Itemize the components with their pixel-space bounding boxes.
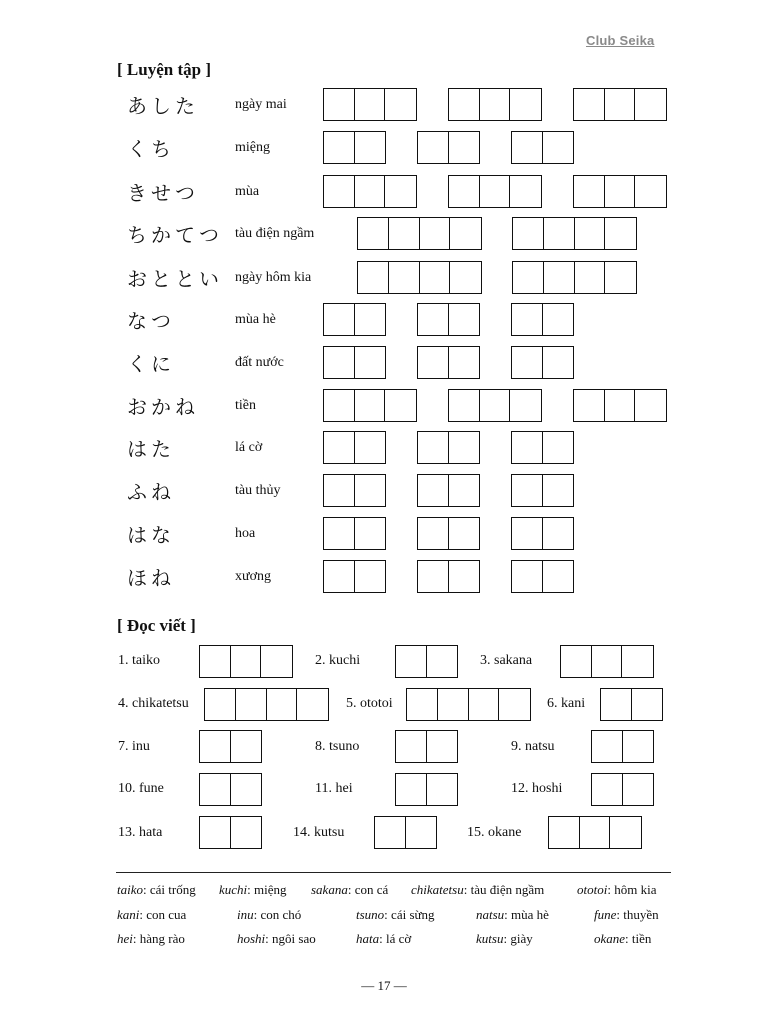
reading-box[interactable] — [199, 730, 262, 763]
practice-heading: [ Luyện tập ] — [117, 60, 211, 79]
writing-box[interactable] — [323, 517, 386, 550]
writing-cell[interactable] — [418, 475, 449, 506]
writing-box[interactable] — [323, 474, 386, 507]
writing-cell[interactable] — [355, 132, 385, 163]
glossary-entry — [594, 907, 659, 923]
glossary-definition: con chó — [260, 907, 302, 922]
writing-cell[interactable] — [510, 176, 541, 207]
writing-cell[interactable] — [580, 817, 611, 848]
glossary-definition: thuyền — [623, 907, 659, 922]
glossary-separator: : — [139, 907, 147, 922]
writing-cell[interactable] — [324, 132, 355, 163]
writing-cell[interactable] — [512, 432, 543, 463]
reading-label: 5. ototoi — [346, 696, 393, 711]
writing-cell[interactable] — [200, 817, 231, 848]
glossary-separator: : — [384, 907, 392, 922]
writing-box[interactable] — [323, 88, 417, 121]
practice-kana: ふね — [127, 480, 175, 504]
writing-cell[interactable] — [623, 731, 653, 762]
writing-cell[interactable] — [449, 304, 479, 335]
writing-cell[interactable] — [450, 218, 481, 249]
writing-cell[interactable] — [449, 518, 479, 549]
writing-cell[interactable] — [418, 561, 449, 592]
writing-cell[interactable] — [200, 646, 231, 677]
glossary-separator: : — [607, 882, 615, 897]
practice-meaning: lá cờ — [235, 440, 263, 455]
practice-meaning: tiền — [235, 398, 256, 413]
glossary-separator: : — [265, 931, 273, 946]
writing-box[interactable] — [511, 474, 574, 507]
writing-cell[interactable] — [510, 89, 541, 120]
reading-label: 2. kuchi — [315, 653, 361, 668]
writing-cell[interactable] — [355, 518, 385, 549]
brand-logo: Club Seika — [586, 33, 655, 48]
writing-box[interactable] — [323, 346, 386, 379]
writing-cell[interactable] — [236, 689, 267, 720]
practice-meaning: mùa hè — [235, 312, 276, 327]
writing-cell[interactable] — [512, 561, 543, 592]
glossary-separator: : — [143, 882, 150, 897]
writing-cell[interactable] — [324, 89, 355, 120]
writing-cell[interactable] — [355, 304, 385, 335]
glossary-entry — [219, 882, 287, 898]
writing-cell[interactable] — [605, 262, 636, 293]
glossary-entry — [577, 882, 656, 898]
writing-cell[interactable] — [574, 89, 605, 120]
glossary-entry — [117, 931, 185, 947]
writing-cell[interactable] — [396, 646, 427, 677]
writing-cell[interactable] — [355, 561, 385, 592]
glossary-separator: : — [504, 907, 512, 922]
reading-box[interactable] — [199, 773, 262, 806]
writing-cell[interactable] — [231, 774, 261, 805]
writing-cell[interactable] — [512, 475, 543, 506]
reading-label: 11. hei — [315, 781, 353, 796]
reading-box[interactable] — [199, 645, 293, 678]
glossary-definition: cái sừng — [391, 907, 435, 922]
reading-label: 12. hoshi — [511, 781, 563, 796]
glossary-entry — [476, 931, 533, 947]
glossary-entry — [411, 882, 544, 898]
writing-cell[interactable] — [601, 689, 632, 720]
reading-box[interactable] — [199, 816, 262, 849]
writing-cell[interactable] — [438, 689, 469, 720]
writing-cell[interactable] — [355, 347, 385, 378]
reading-label: 10. fune — [118, 781, 164, 796]
writing-box[interactable] — [417, 560, 480, 593]
reading-box[interactable] — [591, 730, 654, 763]
glossary-term: hata — [356, 931, 380, 946]
practice-meaning: ngày mai — [235, 97, 287, 112]
practice-meaning: hoa — [235, 526, 256, 541]
practice-kana: くち — [127, 137, 175, 161]
writing-cell[interactable] — [543, 518, 573, 549]
writing-cell[interactable] — [418, 347, 449, 378]
writing-cell[interactable] — [355, 89, 386, 120]
writing-box[interactable] — [323, 389, 417, 422]
writing-box[interactable] — [357, 261, 482, 294]
practice-meaning: ngày hôm kia — [235, 270, 312, 285]
glossary-term: ototoi — [577, 882, 608, 897]
writing-cell[interactable] — [543, 475, 573, 506]
writing-cell[interactable] — [205, 689, 236, 720]
writing-cell[interactable] — [297, 689, 328, 720]
writing-cell[interactable] — [324, 518, 355, 549]
writing-cell[interactable] — [324, 176, 355, 207]
glossary-entry — [476, 907, 549, 923]
writing-cell[interactable] — [418, 432, 449, 463]
writing-box[interactable] — [323, 303, 386, 336]
glossary-term: kani — [117, 907, 140, 922]
writing-box[interactable] — [511, 431, 574, 464]
writing-cell[interactable] — [543, 432, 573, 463]
writing-cell[interactable] — [480, 89, 511, 120]
glossary-term: sakana — [311, 882, 348, 897]
writing-cell[interactable] — [427, 774, 457, 805]
glossary-definition: con cua — [146, 907, 187, 922]
glossary-term: hei — [117, 931, 133, 946]
glossary-term: kuchi — [219, 882, 248, 897]
glossary-term: chikatetsu — [411, 882, 464, 897]
practice-kana: あした — [127, 94, 199, 118]
glossary-definition: tàu điện ngầm — [470, 882, 545, 897]
glossary-entry — [117, 882, 196, 898]
writing-cell[interactable] — [324, 347, 355, 378]
writing-cell[interactable] — [231, 817, 261, 848]
writing-cell[interactable] — [543, 132, 573, 163]
writing-cell[interactable] — [324, 561, 355, 592]
writing-cell[interactable] — [544, 218, 575, 249]
writing-cell[interactable] — [406, 817, 436, 848]
reading-label: 7. inu — [118, 739, 150, 754]
writing-cell[interactable] — [385, 176, 416, 207]
writing-cell[interactable] — [469, 689, 500, 720]
writing-cell[interactable] — [543, 561, 573, 592]
reading-box[interactable] — [560, 645, 654, 678]
reading-label: 9. natsu — [511, 739, 555, 754]
writing-cell[interactable] — [396, 731, 427, 762]
glossary-separator: : — [625, 931, 632, 946]
practice-kana: おととい — [127, 267, 223, 291]
writing-box[interactable] — [357, 217, 482, 250]
writing-cell[interactable] — [449, 432, 479, 463]
writing-cell[interactable] — [543, 347, 573, 378]
writing-box[interactable] — [417, 131, 480, 164]
writing-cell[interactable] — [261, 646, 292, 677]
writing-cell[interactable] — [510, 390, 541, 421]
writing-cell[interactable] — [575, 218, 606, 249]
reading-label: 3. sakana — [480, 653, 533, 668]
writing-cell[interactable] — [449, 475, 479, 506]
writing-cell[interactable] — [605, 218, 636, 249]
writing-box[interactable] — [512, 261, 637, 294]
reading-box[interactable] — [395, 645, 458, 678]
glossary-definition: hôm kia — [614, 882, 657, 897]
writing-cell[interactable] — [592, 646, 623, 677]
writing-box[interactable] — [511, 346, 574, 379]
glossary-entry — [311, 882, 388, 898]
writing-box[interactable] — [323, 175, 417, 208]
reading-box[interactable] — [374, 816, 437, 849]
writing-cell[interactable] — [449, 89, 480, 120]
writing-cell[interactable] — [605, 89, 636, 120]
practice-meaning: mùa — [235, 184, 260, 199]
writing-cell[interactable] — [561, 646, 592, 677]
glossary-term: fune — [594, 907, 617, 922]
glossary-separator: : — [347, 882, 355, 897]
writing-box[interactable] — [511, 517, 574, 550]
glossary-definition: miệng — [254, 882, 287, 897]
glossary-definition: tiền — [631, 931, 652, 946]
writing-cell[interactable] — [450, 262, 481, 293]
glossary-separator: : — [463, 882, 471, 897]
writing-cell[interactable] — [512, 518, 543, 549]
reading-box[interactable] — [591, 773, 654, 806]
writing-cell[interactable] — [324, 304, 355, 335]
writing-cell[interactable] — [231, 646, 262, 677]
writing-cell[interactable] — [512, 304, 543, 335]
practice-kana: はた — [127, 437, 175, 461]
writing-cell[interactable] — [427, 646, 457, 677]
practice-meaning: tàu thủy — [235, 483, 281, 498]
practice-kana: はな — [127, 523, 175, 547]
glossary-separator: : — [132, 931, 140, 946]
writing-cell[interactable] — [574, 390, 605, 421]
practice-meaning: xương — [235, 569, 271, 584]
writing-cell[interactable] — [605, 176, 636, 207]
reading-box[interactable] — [600, 688, 663, 721]
glossary-entry — [594, 931, 651, 947]
glossary-term: taiko — [117, 882, 143, 897]
writing-box[interactable] — [448, 88, 542, 121]
writing-box[interactable] — [448, 175, 542, 208]
practice-kana: くに — [127, 352, 175, 376]
reading-heading: [ Đọc viết ] — [117, 616, 196, 635]
writing-cell[interactable] — [389, 218, 420, 249]
writing-cell[interactable] — [635, 176, 666, 207]
writing-box[interactable] — [417, 346, 480, 379]
practice-meaning: miệng — [235, 140, 270, 155]
reading-box[interactable] — [204, 688, 329, 721]
glossary-definition: mùa hè — [511, 907, 549, 922]
writing-box[interactable] — [573, 88, 667, 121]
writing-cell[interactable] — [623, 774, 653, 805]
writing-cell[interactable] — [513, 262, 544, 293]
glossary-separator: : — [503, 931, 511, 946]
writing-box[interactable] — [511, 303, 574, 336]
writing-cell[interactable] — [449, 176, 480, 207]
glossary-entry — [237, 907, 301, 923]
writing-cell[interactable] — [427, 731, 457, 762]
practice-meaning: tàu điện ngầm — [235, 226, 315, 241]
practice-kana: ちかてつ — [127, 223, 223, 247]
glossary-term: natsu — [476, 907, 505, 922]
writing-cell[interactable] — [396, 774, 427, 805]
writing-box[interactable] — [448, 389, 542, 422]
reading-box[interactable] — [395, 730, 458, 763]
glossary-separator: : — [379, 931, 386, 946]
writing-cell[interactable] — [549, 817, 580, 848]
practice-kana: おかね — [127, 395, 199, 419]
reading-label: 15. okane — [467, 825, 522, 840]
writing-cell[interactable] — [449, 132, 479, 163]
writing-cell[interactable] — [267, 689, 298, 720]
reading-label: 4. chikatetsu — [118, 696, 189, 711]
writing-cell[interactable] — [324, 475, 355, 506]
writing-cell[interactable] — [610, 817, 641, 848]
writing-cell[interactable] — [200, 774, 231, 805]
writing-cell[interactable] — [480, 390, 511, 421]
writing-cell[interactable] — [355, 475, 385, 506]
writing-box[interactable] — [573, 389, 667, 422]
writing-cell[interactable] — [418, 518, 449, 549]
writing-box[interactable] — [417, 431, 480, 464]
writing-cell[interactable] — [512, 347, 543, 378]
writing-cell[interactable] — [418, 132, 449, 163]
writing-cell[interactable] — [358, 218, 389, 249]
glossary-term: okane — [594, 931, 626, 946]
writing-cell[interactable] — [635, 390, 666, 421]
practice-meaning: đất nước — [235, 355, 284, 370]
writing-box[interactable] — [323, 560, 386, 593]
glossary-definition: ngôi sao — [272, 931, 316, 946]
writing-cell[interactable] — [449, 390, 480, 421]
writing-cell[interactable] — [543, 304, 573, 335]
glossary-separator: : — [616, 907, 624, 922]
writing-cell[interactable] — [622, 646, 653, 677]
reading-label: 6. kani — [547, 696, 586, 711]
reading-label: 1. taiko — [118, 653, 160, 668]
glossary-entry — [237, 931, 316, 947]
writing-cell[interactable] — [355, 176, 386, 207]
writing-cell[interactable] — [499, 689, 530, 720]
reading-label: 8. tsuno — [315, 739, 360, 754]
writing-cell[interactable] — [355, 432, 385, 463]
writing-cell[interactable] — [574, 176, 605, 207]
writing-box[interactable] — [511, 131, 574, 164]
glossary-term: tsuno — [356, 907, 385, 922]
reading-label: 14. kutsu — [293, 825, 345, 840]
practice-kana: きせつ — [127, 181, 199, 205]
glossary-entry — [117, 907, 186, 923]
writing-cell[interactable] — [418, 304, 449, 335]
glossary-definition: giày — [510, 931, 533, 946]
reading-box[interactable] — [548, 816, 642, 849]
glossary-term: kutsu — [476, 931, 504, 946]
writing-box[interactable] — [511, 560, 574, 593]
writing-cell[interactable] — [512, 132, 543, 163]
writing-cell[interactable] — [200, 731, 231, 762]
reading-box[interactable] — [395, 773, 458, 806]
practice-kana: なつ — [127, 309, 175, 333]
writing-box[interactable] — [323, 431, 386, 464]
writing-cell[interactable] — [635, 89, 666, 120]
writing-cell[interactable] — [324, 390, 355, 421]
glossary-definition: hàng rào — [139, 931, 185, 946]
writing-cell[interactable] — [420, 262, 451, 293]
writing-cell[interactable] — [480, 176, 511, 207]
writing-cell[interactable] — [632, 689, 662, 720]
glossary-definition: lá cờ — [386, 931, 412, 946]
writing-box[interactable] — [417, 474, 480, 507]
glossary-term: hoshi — [237, 931, 266, 946]
writing-cell[interactable] — [375, 817, 406, 848]
writing-box[interactable] — [512, 217, 637, 250]
writing-box[interactable] — [417, 303, 480, 336]
writing-cell[interactable] — [389, 262, 420, 293]
glossary-term: inu — [237, 907, 254, 922]
writing-cell[interactable] — [231, 731, 261, 762]
reading-label: 13. hata — [118, 825, 163, 840]
practice-kana: ほね — [127, 566, 175, 590]
glossary-entry — [356, 931, 411, 947]
glossary-separator: : — [253, 907, 261, 922]
writing-cell[interactable] — [407, 689, 438, 720]
writing-box[interactable] — [323, 131, 386, 164]
writing-cell[interactable] — [575, 262, 606, 293]
writing-cell[interactable] — [324, 432, 355, 463]
glossary-definition: con cá — [354, 882, 389, 897]
glossary-entry — [356, 907, 435, 923]
divider — [116, 872, 671, 873]
page-number: — 17 — — [361, 978, 407, 993]
writing-cell[interactable] — [449, 347, 479, 378]
writing-cell[interactable] — [592, 774, 623, 805]
glossary-definition: cái trống — [149, 882, 196, 897]
reading-box[interactable] — [406, 688, 531, 721]
writing-cell[interactable] — [592, 731, 623, 762]
writing-cell[interactable] — [449, 561, 479, 592]
writing-cell[interactable] — [385, 390, 416, 421]
writing-cell[interactable] — [358, 262, 389, 293]
writing-cell[interactable] — [544, 262, 575, 293]
writing-box[interactable] — [573, 175, 667, 208]
glossary-separator: : — [247, 882, 255, 897]
writing-cell[interactable] — [385, 89, 416, 120]
writing-cell[interactable] — [513, 218, 544, 249]
writing-cell[interactable] — [355, 390, 386, 421]
writing-box[interactable] — [417, 517, 480, 550]
writing-cell[interactable] — [420, 218, 451, 249]
writing-cell[interactable] — [605, 390, 636, 421]
